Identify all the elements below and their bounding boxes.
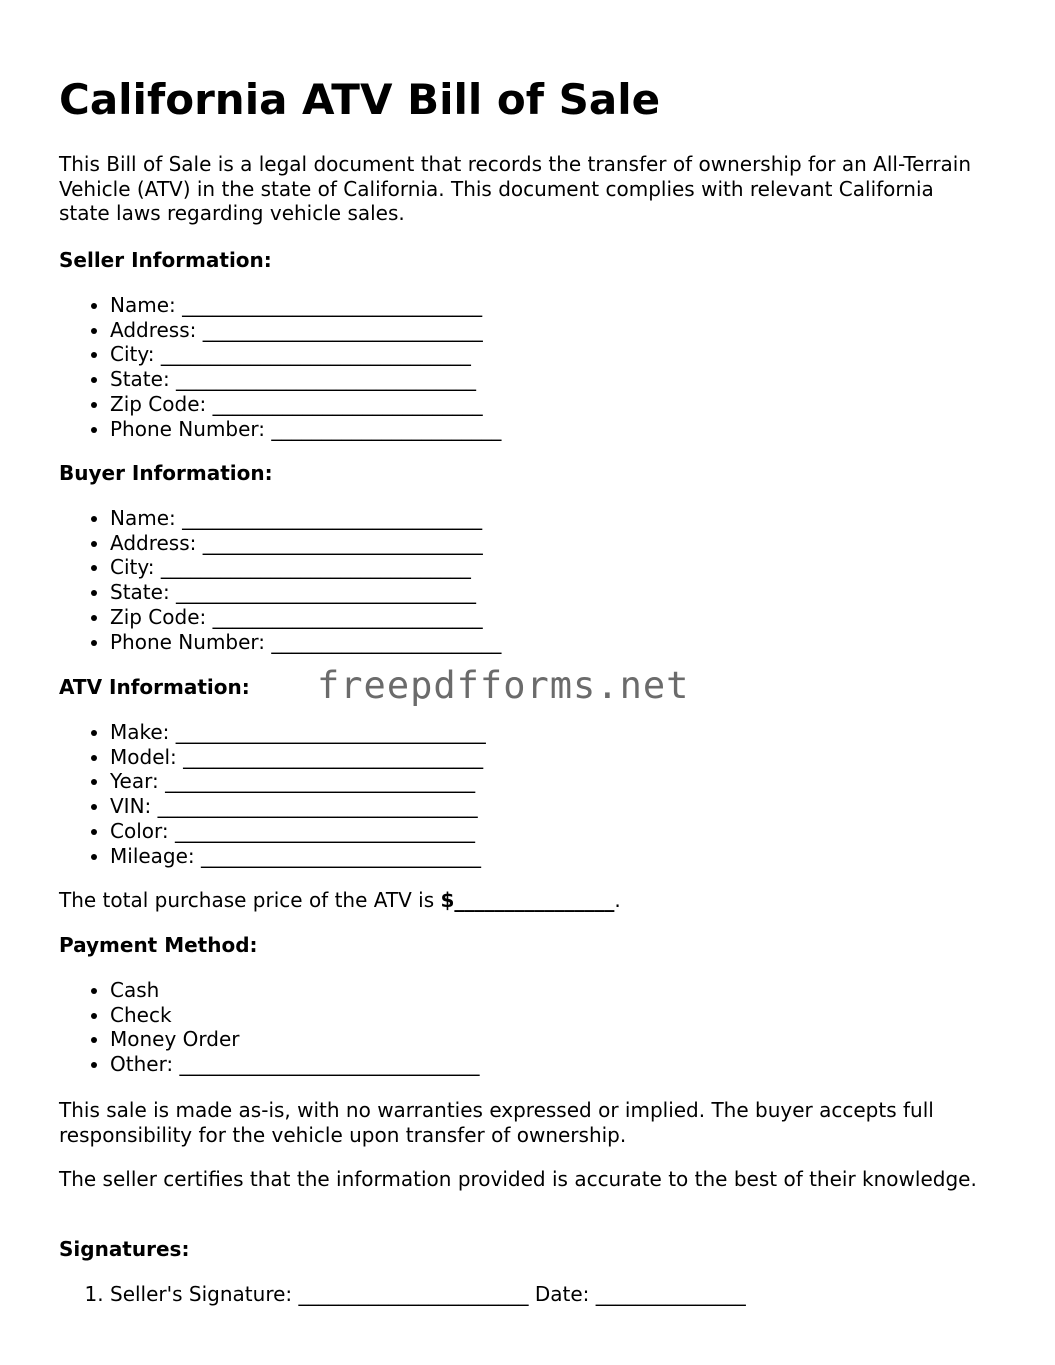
seller-zip-field[interactable]: • Zip Code: ___________________________ bbox=[110, 392, 501, 417]
buyer-field-list bbox=[59, 506, 501, 654]
buyer-zip-field[interactable]: • Zip Code: ___________________________ bbox=[110, 605, 501, 630]
buyer-address-field[interactable]: • Address: ____________________________ bbox=[110, 531, 501, 556]
document-title: California ATV Bill of Sale bbox=[59, 75, 661, 124]
buyer-heading: Buyer Information: bbox=[59, 461, 273, 485]
purchase-price-field[interactable]: $________________ bbox=[440, 888, 615, 912]
atv-vin-field[interactable]: • VIN: ________________________________ bbox=[110, 794, 486, 819]
seller-state-field[interactable]: • State: ______________________________ bbox=[110, 367, 501, 392]
intro-paragraph: This Bill of Sale is a legal document that records the transfer of ownership for an All-Terrain Vehicle (ATV) in the state of California. This document complies with relevant California state laws regarding vehicle sales. bbox=[59, 152, 972, 226]
seller-city-field[interactable]: • City: _______________________________ bbox=[110, 342, 501, 367]
payment-option-list bbox=[59, 978, 480, 1077]
seller-address-field[interactable]: • Address: ____________________________ bbox=[110, 318, 501, 343]
seller-signature-line[interactable]: 1. Seller's Signature: _______________________ Date: _______________ bbox=[110, 1282, 746, 1307]
atv-color-field[interactable]: • Color: ______________________________ bbox=[110, 819, 486, 844]
atv-heading: ATV Information: bbox=[59, 675, 250, 699]
payment-option-cash[interactable]: • Cash bbox=[110, 978, 480, 1003]
purchase-price-period: . bbox=[614, 888, 621, 912]
buyer-name-field[interactable]: • Name: ______________________________ bbox=[110, 506, 501, 531]
atv-model-field[interactable]: • Model: ______________________________ bbox=[110, 745, 486, 770]
atv-year-field[interactable]: • Year: _______________________________ bbox=[110, 769, 486, 794]
atv-mileage-field[interactable]: • Mileage: ____________________________ bbox=[110, 844, 486, 869]
payment-option-other[interactable]: • Other: ______________________________ bbox=[110, 1052, 480, 1077]
atv-make-field[interactable]: • Make: _______________________________ bbox=[110, 720, 486, 745]
seller-heading: Seller Information: bbox=[59, 248, 272, 272]
certify-paragraph: The seller certifies that the information provided is accurate to the best of their knowledge. bbox=[59, 1167, 977, 1191]
seller-field-list bbox=[59, 293, 501, 441]
atv-field-list bbox=[59, 720, 486, 868]
seller-name-field[interactable]: • Name: ______________________________ bbox=[110, 293, 501, 318]
signatures-heading: Signatures: bbox=[59, 1237, 190, 1261]
buyer-phone-field[interactable]: • Phone Number: _______________________ bbox=[110, 630, 501, 655]
buyer-city-field[interactable]: • City: _______________________________ bbox=[110, 555, 501, 580]
seller-phone-field[interactable]: • Phone Number: _______________________ bbox=[110, 417, 501, 442]
buyer-state-field[interactable]: • State: ______________________________ bbox=[110, 580, 501, 605]
watermark-text: freepdfforms.net bbox=[317, 664, 690, 707]
purchase-price-line bbox=[59, 888, 979, 913]
purchase-price-text: The total purchase price of the ATV is bbox=[59, 888, 441, 912]
payment-option-check[interactable]: • Check bbox=[110, 1003, 480, 1028]
payment-option-money-order[interactable]: • Money Order bbox=[110, 1027, 480, 1052]
signature-list bbox=[59, 1282, 746, 1307]
payment-heading: Payment Method: bbox=[59, 933, 258, 957]
as-is-paragraph: This sale is made as-is, with no warranties expressed or implied. The buyer accepts full responsibility for the vehicle upon transfer of ownership. bbox=[59, 1098, 934, 1147]
